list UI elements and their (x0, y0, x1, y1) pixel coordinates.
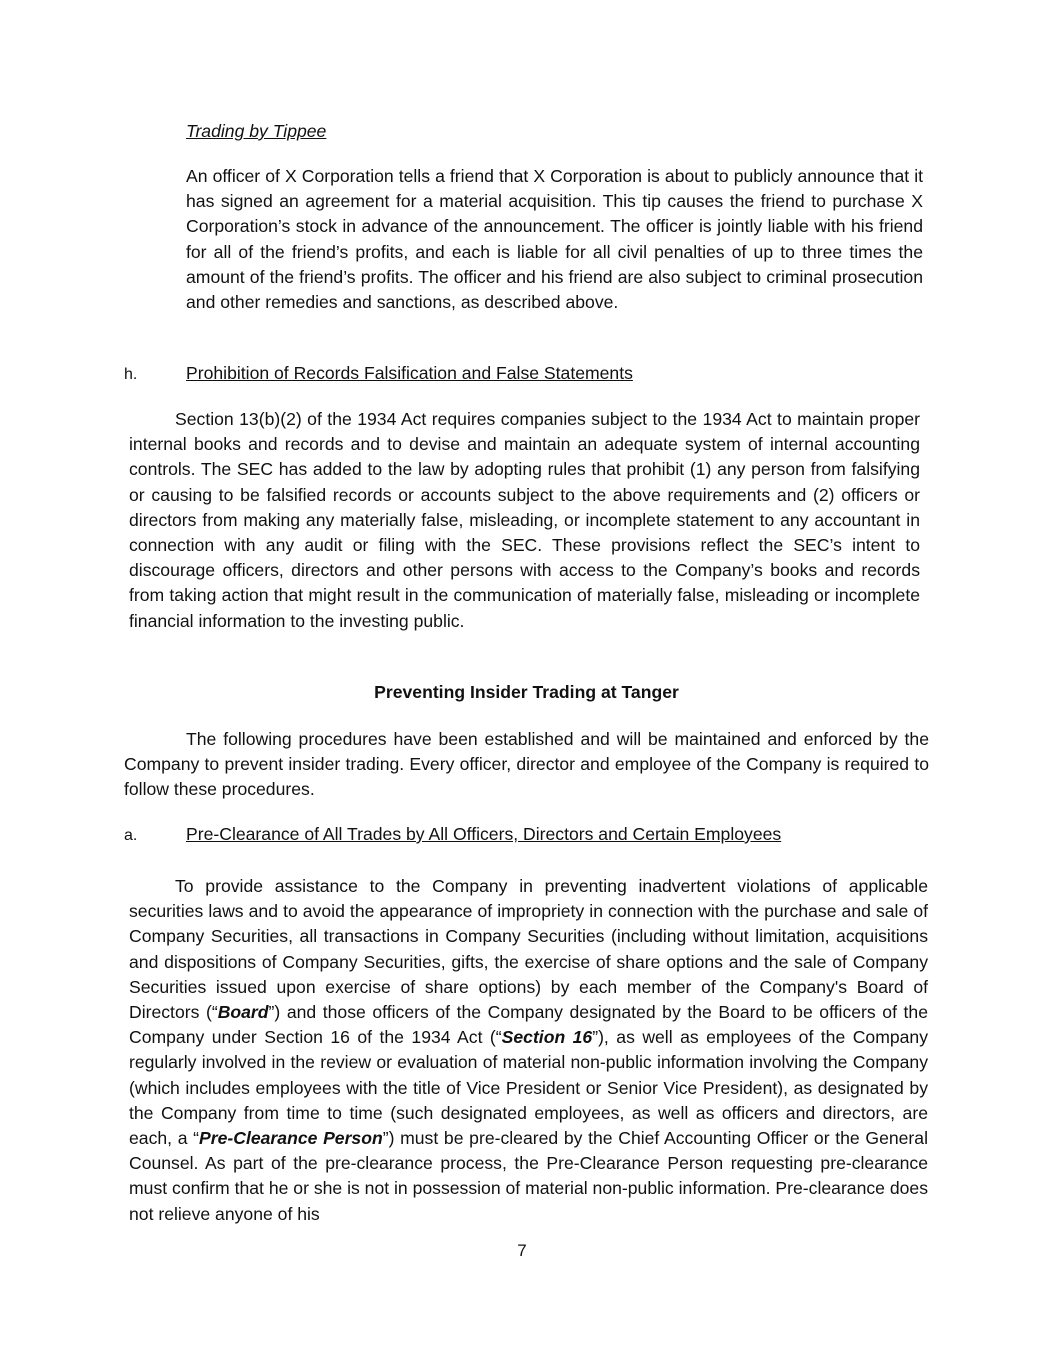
section-h-body: Section 13(b)(2) of the 1934 Act requires companies subject to the 1934 Act to maintain proper internal books and records and to devise and maintain an adequate system of internal accounting controls. The SEC has added to the law by adopting rules that prohibit (1) any person from falsifying or causing to be falsified records or accounts subject to the above requirements and (2) officers or directors from making any materially false, misleading, or incomplete statement to any accountant in connection with any audit or filing with the SEC. These provisions reflect the SEC’s intent to discourage officers, directors and other persons with access to the Company’s books and records from taking action that might result in the communication of materially false, misleading or incomplete financial information to the investing public. (129, 409, 920, 631)
term-pre-clearance-person: Pre-Clearance Person (199, 1128, 383, 1149)
term-section-16: Section 16 (501, 1027, 593, 1048)
section-a-body-part4: ”) must be pre-cleared by the Chief Accounting Officer or the General Counsel. As part of the pre-clearance process, the Pre-Clearance Person requesting pre-clearance must confirm that he or she is not in possession of material non-public information. Pre-clearance does not relieve anyone of his (129, 1128, 928, 1224)
preventing-heading: Preventing Insider Trading at Tanger (374, 682, 679, 702)
section-a-body-part1: To provide assistance to the Company in preventing inadvertent violations of applicable securities laws and to avoid the appearance of impropriety in connection with the purchase and sale of Company Securities, all transactions in Company Securities (including without limitation, acquisitions and dispositions of Company Securities, gifts, the exercise of share options and the sale of Company Securities issued upon exercise of share options) by each member of the Company's Board of Directors (“ (129, 876, 928, 1023)
section-a-marker: a. (124, 827, 138, 844)
page-number: 7 (517, 1241, 527, 1260)
section-h-heading (186, 361, 926, 386)
example-title-text: Trading by Tippee (186, 121, 327, 141)
section-a-body-part2: ”) and those officers of the Company designated by the Board to be officers of the Company under Section 16 of the 1934 Act (“ (129, 1002, 928, 1048)
term-board: Board (217, 1002, 269, 1023)
example-title (186, 119, 926, 144)
section-a-body (129, 874, 928, 1227)
example-body: An officer of X Corporation tells a friend that X Corporation is about to publicly announce that it has signed an agreement for a material acquisition. This tip causes the friend to purchase X Corporation’s stock in advance of the announcement. The officer is jointly liable with his friend for all of the friend’s profits, and each is liable for all civil penalties of up to three times the amount of the friend’s profits. The officer and his friend are also subject to criminal prosecution and other remedies and sanctions, as described above. (186, 166, 923, 313)
section-h-marker: h. (124, 366, 138, 383)
section-h-title: Prohibition of Records Falsification and False Statements (186, 363, 633, 383)
section-a-body-part3: ”), as well as employees of the Company regularly involved in the review or evaluation of material non-public information involving the Company (which includes employees with the title of Vice President or Senior Vice President), as designated by the Company from time to time (such designated employees, as well as officers and directors, are each, a “ (129, 1027, 928, 1149)
section-a-heading (186, 822, 926, 847)
preventing-body: The following procedures have been established and will be maintained and enforced by the Company to prevent insider trading. Every officer, director and employee of the Company is required to follow these procedures. (124, 729, 929, 800)
section-a-title: Pre-Clearance of All Trades by All Officers, Directors and Certain Employees (186, 824, 782, 844)
